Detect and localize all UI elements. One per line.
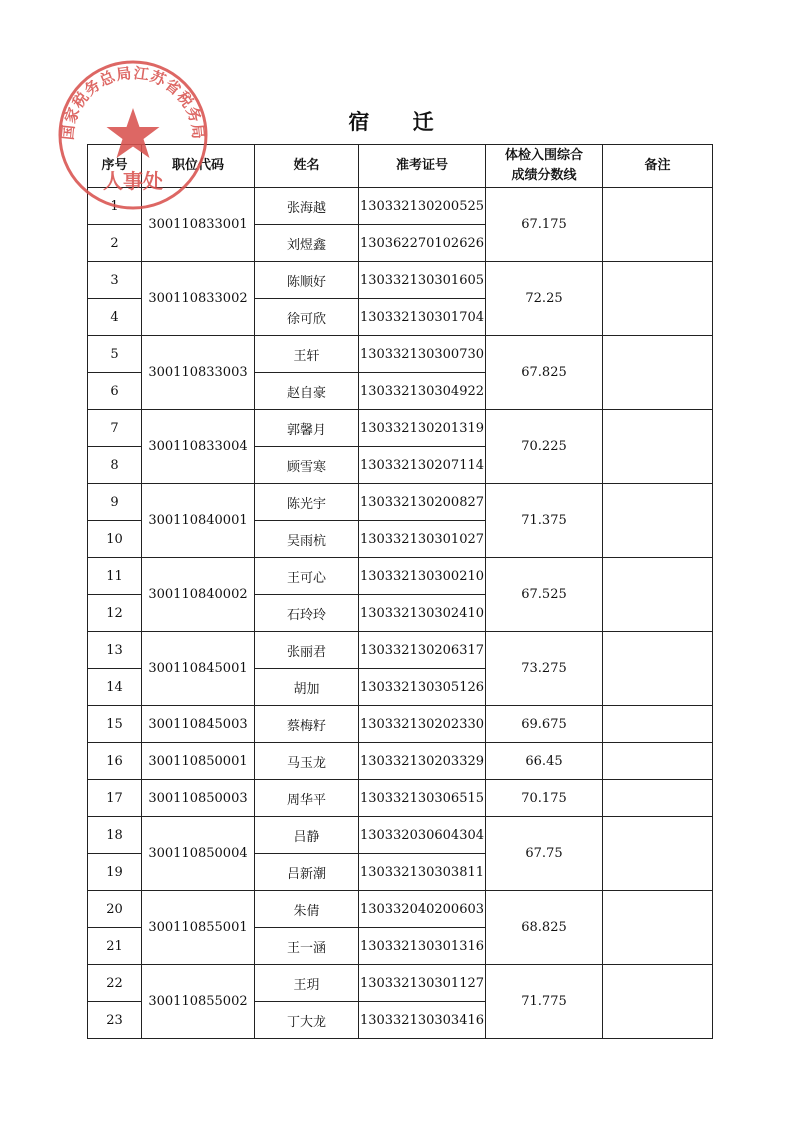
name-cell: 陈顺好 <box>255 262 359 299</box>
table-row <box>88 706 713 743</box>
results-table <box>87 144 713 1039</box>
seq-cell: 15 <box>88 706 142 743</box>
name-cell: 王可心 <box>255 558 359 595</box>
seal-center-text: 人事处 <box>103 169 163 193</box>
position-code-cell: 300110845003 <box>142 706 255 743</box>
header-ticket: 准考证号 <box>359 145 486 188</box>
seq-cell: 17 <box>88 780 142 817</box>
score-line-cell: 72.25 <box>486 262 603 336</box>
seq-cell: 14 <box>88 669 142 706</box>
table-row <box>88 891 713 928</box>
ticket-number-cell: 130332130302410 <box>359 595 486 632</box>
remark-cell <box>603 817 713 891</box>
seq-cell: 6 <box>88 373 142 410</box>
position-code-cell: 300110833001 <box>142 188 255 262</box>
header-row <box>88 145 713 188</box>
ticket-number-cell: 130332130207114 <box>359 447 486 484</box>
seq-cell: 9 <box>88 484 142 521</box>
name-cell: 张海越 <box>255 188 359 225</box>
position-code-cell: 300110833003 <box>142 336 255 410</box>
ticket-number-cell: 130332130301127 <box>359 965 486 1002</box>
ticket-number-cell: 130332130300210 <box>359 558 486 595</box>
position-code-cell: 300110840001 <box>142 484 255 558</box>
name-cell: 吕新潮 <box>255 854 359 891</box>
ticket-number-cell: 130332040200603 <box>359 891 486 928</box>
seq-cell: 18 <box>88 817 142 854</box>
position-code-cell: 300110850004 <box>142 817 255 891</box>
ticket-number-cell: 130362270102626 <box>359 225 486 262</box>
remark-cell <box>603 965 713 1039</box>
seq-cell: 11 <box>88 558 142 595</box>
header-name: 姓名 <box>255 145 359 188</box>
ticket-number-cell: 130332130203329 <box>359 743 486 780</box>
position-code-cell: 300110840002 <box>142 558 255 632</box>
score-line-cell: 71.775 <box>486 965 603 1039</box>
score-line-cell: 71.375 <box>486 484 603 558</box>
position-code-cell: 300110833002 <box>142 262 255 336</box>
score-line-cell: 69.675 <box>486 706 603 743</box>
position-code-cell: 300110855001 <box>142 891 255 965</box>
name-cell: 马玉龙 <box>255 743 359 780</box>
ticket-number-cell: 130332130200525 <box>359 188 486 225</box>
name-cell: 顾雪寒 <box>255 447 359 484</box>
name-cell: 吴雨杭 <box>255 521 359 558</box>
table-row <box>88 410 713 447</box>
table-row <box>88 743 713 780</box>
remark-cell <box>603 262 713 336</box>
seq-cell: 8 <box>88 447 142 484</box>
ticket-number-cell: 130332130303811 <box>359 854 486 891</box>
seq-cell: 12 <box>88 595 142 632</box>
table-row <box>88 817 713 854</box>
name-cell: 徐可欣 <box>255 299 359 336</box>
remark-cell <box>603 632 713 706</box>
score-line-cell: 68.825 <box>486 891 603 965</box>
ticket-number-cell: 130332130306515 <box>359 780 486 817</box>
name-cell: 王一涵 <box>255 928 359 965</box>
table-row <box>88 965 713 1002</box>
remark-cell <box>603 891 713 965</box>
ticket-number-cell: 130332130303416 <box>359 1002 486 1039</box>
seq-cell: 7 <box>88 410 142 447</box>
seq-cell: 19 <box>88 854 142 891</box>
name-cell: 周华平 <box>255 780 359 817</box>
remark-cell <box>603 484 713 558</box>
seq-cell: 4 <box>88 299 142 336</box>
ticket-number-cell: 130332130202330 <box>359 706 486 743</box>
table-row <box>88 336 713 373</box>
score-line-cell: 66.45 <box>486 743 603 780</box>
remark-cell <box>603 336 713 410</box>
table-row <box>88 188 713 225</box>
header-code: 职位代码 <box>142 145 255 188</box>
remark-cell <box>603 743 713 780</box>
seq-cell: 21 <box>88 928 142 965</box>
seal-ring-text: 国家税务总局江苏省税务局 <box>58 63 208 141</box>
score-line-cell: 70.175 <box>486 780 603 817</box>
position-code-cell: 300110833004 <box>142 410 255 484</box>
page-title: 宿 迁 <box>348 109 452 134</box>
name-cell: 胡加 <box>255 669 359 706</box>
name-cell: 张丽君 <box>255 632 359 669</box>
score-line-cell: 70.225 <box>486 410 603 484</box>
ticket-number-cell: 130332130301704 <box>359 299 486 336</box>
ticket-number-cell: 130332130301027 <box>359 521 486 558</box>
ticket-number-cell: 130332130305126 <box>359 669 486 706</box>
remark-cell <box>603 410 713 484</box>
seq-cell: 5 <box>88 336 142 373</box>
score-line-cell: 67.525 <box>486 558 603 632</box>
ticket-number-cell: 130332130304922 <box>359 373 486 410</box>
remark-cell <box>603 188 713 262</box>
name-cell: 吕静 <box>255 817 359 854</box>
header-score: 体检入围综合成绩分数线 <box>486 145 603 188</box>
score-line-cell: 67.175 <box>486 188 603 262</box>
name-cell: 郭馨月 <box>255 410 359 447</box>
seq-cell: 1 <box>88 188 142 225</box>
ticket-number-cell: 130332130301316 <box>359 928 486 965</box>
name-cell: 王轩 <box>255 336 359 373</box>
ticket-number-cell: 130332130300730 <box>359 336 486 373</box>
position-code-cell: 300110855002 <box>142 965 255 1039</box>
remark-cell <box>603 558 713 632</box>
seq-cell: 13 <box>88 632 142 669</box>
remark-cell <box>603 780 713 817</box>
name-cell: 陈光宇 <box>255 484 359 521</box>
name-cell: 赵自豪 <box>255 373 359 410</box>
seq-cell: 3 <box>88 262 142 299</box>
table-row <box>88 558 713 595</box>
position-code-cell: 300110845001 <box>142 632 255 706</box>
seq-cell: 16 <box>88 743 142 780</box>
table-body <box>88 188 713 1039</box>
remark-cell <box>603 706 713 743</box>
ticket-number-cell: 130332130301605 <box>359 262 486 299</box>
header-seq: 序号 <box>88 145 142 188</box>
table-row <box>88 262 713 299</box>
score-line-cell: 73.275 <box>486 632 603 706</box>
table-row <box>88 632 713 669</box>
table-row <box>88 780 713 817</box>
name-cell: 石玲玲 <box>255 595 359 632</box>
ticket-number-cell: 130332130201319 <box>359 410 486 447</box>
ticket-number-cell: 130332030604304 <box>359 817 486 854</box>
seq-cell: 2 <box>88 225 142 262</box>
position-code-cell: 300110850003 <box>142 780 255 817</box>
seq-cell: 22 <box>88 965 142 1002</box>
position-code-cell: 300110850001 <box>142 743 255 780</box>
name-cell: 朱倩 <box>255 891 359 928</box>
seq-cell: 23 <box>88 1002 142 1039</box>
ticket-number-cell: 130332130200827 <box>359 484 486 521</box>
ticket-number-cell: 130332130206317 <box>359 632 486 669</box>
seq-cell: 20 <box>88 891 142 928</box>
name-cell: 蔡梅籽 <box>255 706 359 743</box>
name-cell: 刘煜鑫 <box>255 225 359 262</box>
score-line-cell: 67.825 <box>486 336 603 410</box>
seq-cell: 10 <box>88 521 142 558</box>
table-row <box>88 484 713 521</box>
name-cell: 丁大龙 <box>255 1002 359 1039</box>
name-cell: 王玥 <box>255 965 359 1002</box>
header-remark: 备注 <box>603 145 713 188</box>
score-line-cell: 67.75 <box>486 817 603 891</box>
